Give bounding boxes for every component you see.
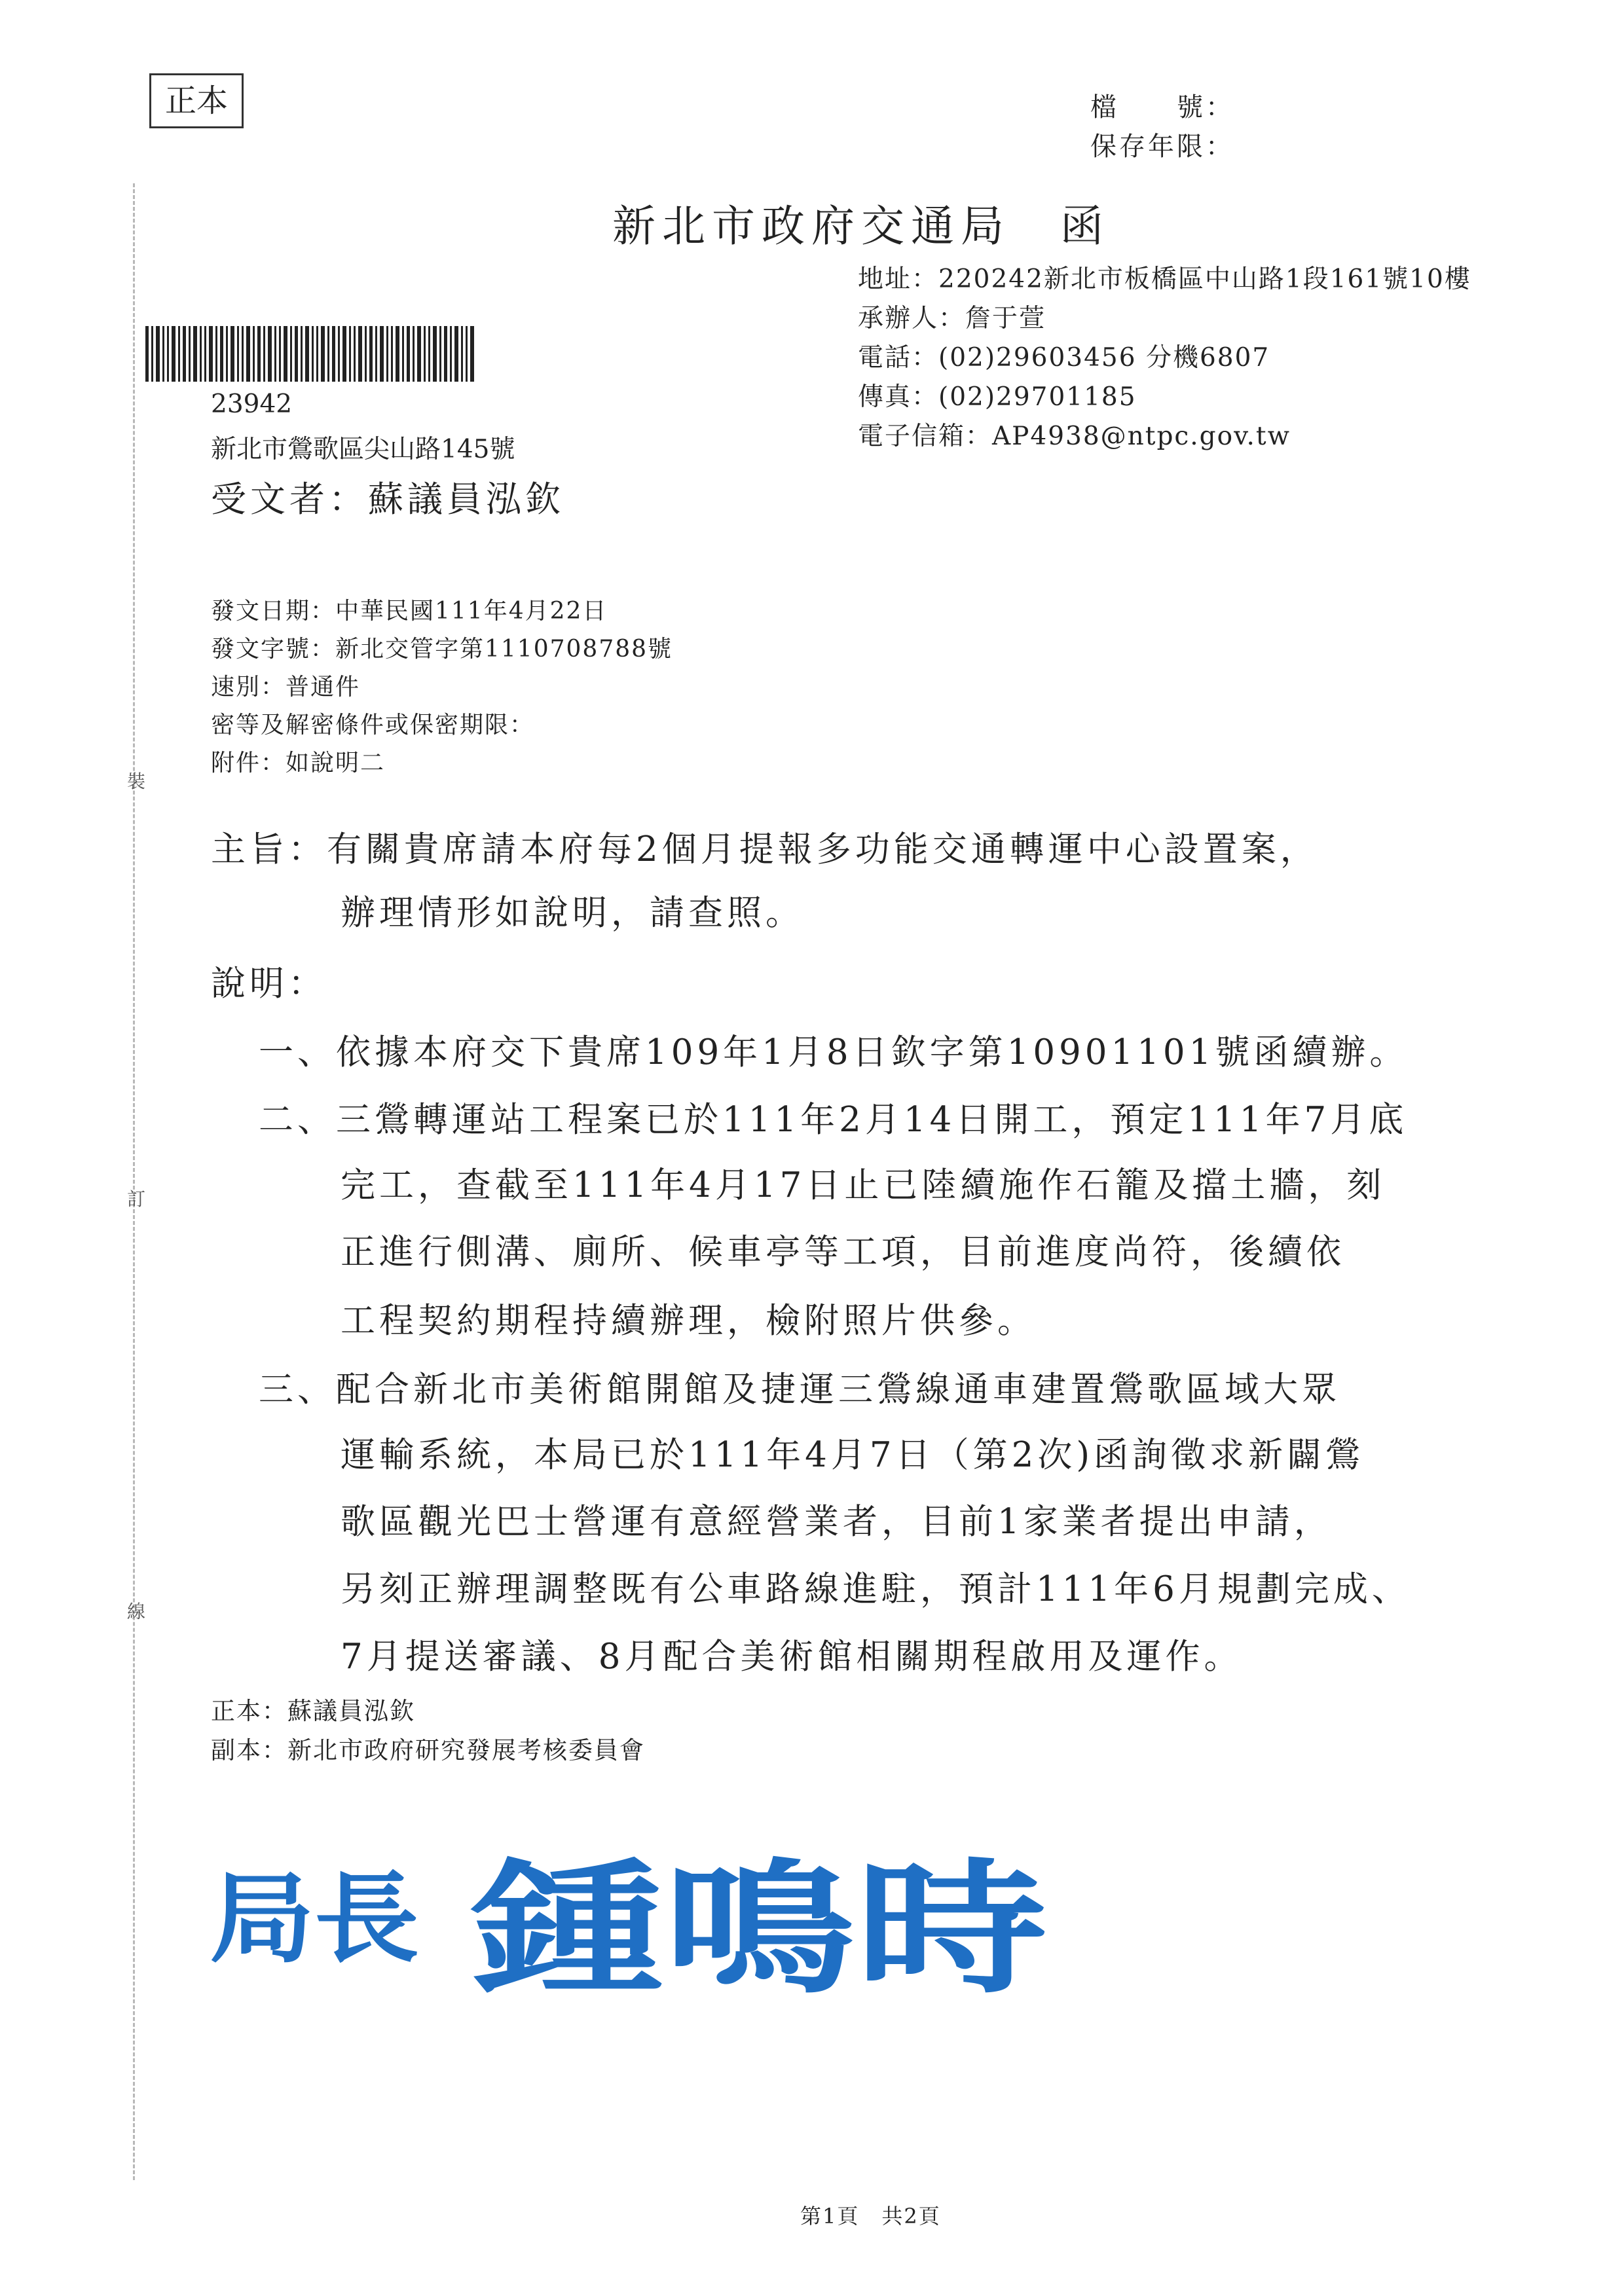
file-number-label: 檔 號：: [1090, 92, 1234, 122]
retention-period-label: 保存年限：: [1090, 132, 1234, 162]
explanation-item-2-line-3: 正進行側溝、廁所、候車亭等工項，目前進度尚符，後續依: [341, 1232, 1345, 1272]
sender-address: 地址：220242新北市板橋區中山路1段161號10樓: [858, 264, 1471, 294]
postal-barcode: [145, 326, 476, 382]
secrecy-level: 密等及解密條件或保密期限：: [211, 712, 535, 738]
signature-title: 局長: [210, 1861, 419, 1977]
sender-phone: 電話：(02)29603456 分機6807: [858, 343, 1270, 373]
director-signature: [210, 1845, 1074, 2041]
subject-line-2: 辦理情形如說明，請查照。: [341, 893, 804, 933]
explanation-item-3-line-1: 三、配合新北市美術館開館及捷運三鶯線通車建置鶯歌區域大眾: [259, 1370, 1340, 1410]
issue-date: 發文日期：中華民國111年4月22日: [211, 598, 608, 625]
document-number: 發文字號：新北交管字第1110708788號: [211, 636, 673, 663]
recipient-address: 新北市鶯歌區尖山路145號: [211, 435, 515, 464]
binding-mark-top: 裝: [126, 771, 145, 792]
explanation-item-2-line-4: 工程契約期程持續辦理，檢附照片供參。: [341, 1301, 1036, 1341]
binding-mark-bottom: 線: [126, 1601, 145, 1622]
recipient-zip: 23942: [211, 390, 293, 419]
explanation-item-3-line-4: 另刻正辦理調整既有公車路線進駐，預計111年6月規劃完成、: [341, 1569, 1411, 1609]
explanation-item-3-line-2: 運輸系統，本局已於111年4月7日（第2次)函詢徵求新闢鶯: [341, 1435, 1364, 1475]
explanation-item-3-line-3: 歌區觀光巴士營運有意經營業者，目前1家業者提出申請，: [341, 1502, 1333, 1542]
distribution-copy: 副本：新北市政府研究發展考核委員會: [211, 1736, 645, 1764]
binding-line: [133, 183, 135, 2180]
signature-name: 鍾鳴時: [470, 1845, 1048, 2013]
explanation-item-3-line-5: 7月提送審議、8月配合美術館相關期程啟用及運作。: [341, 1637, 1243, 1677]
explanation-item-2-line-2: 完工，查截至111年4月17日止已陸續施作石籠及擋土牆，刻: [341, 1165, 1386, 1205]
recipient: 受文者：蘇議員泓欽: [211, 479, 564, 520]
explanation-item-1: 一、依據本府交下貴席109年1月8日欽字第10901101號函續辦。: [259, 1032, 1409, 1072]
sender-fax: 傳真：(02)29701185: [858, 382, 1137, 412]
sender-email: 電子信箱：AP4938@ntpc.gov.tw: [858, 422, 1291, 451]
sender-handler: 承辦人：詹于萱: [858, 304, 1046, 333]
attachment: 附件：如說明二: [211, 750, 386, 776]
binding-mark-middle: 訂: [126, 1188, 145, 1210]
delivery-speed: 速別：普通件: [211, 674, 361, 701]
original-copy-stamp: 正本: [149, 73, 244, 128]
explanation-heading: 說明：: [211, 964, 327, 1004]
explanation-item-2-line-1: 二、三鶯轉運站工程案已於111年2月14日開工，預定111年7月底: [259, 1100, 1408, 1140]
page-number: 第1頁 共2頁: [800, 2204, 941, 2229]
distribution-original: 正本：蘇議員泓欽: [211, 1697, 415, 1725]
subject-line-1: 主旨：有關貴席請本府每2個月提報多功能交通轉運中心設置案，: [211, 829, 1319, 869]
document-title: 新北市政府交通局 函: [612, 201, 1110, 251]
